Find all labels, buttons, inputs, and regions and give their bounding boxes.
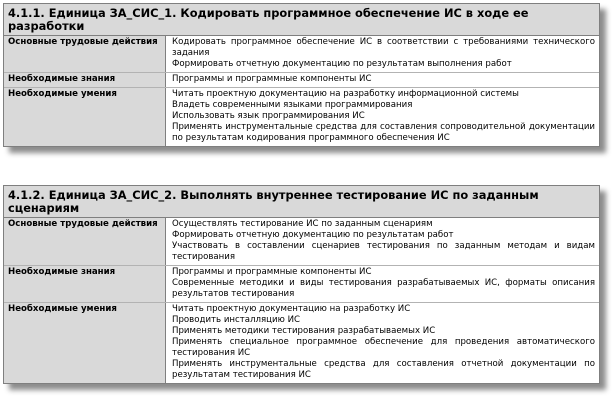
content-line: Применять инструментальные средства для составления отчетной документации по результатам тестирования ИС <box>172 359 595 380</box>
content-line: Современные методики и виды тестирования разрабатываемых ИС, форматы описания результатов тестирования <box>172 278 595 299</box>
content-line: Читать проектную документацию на разработку информационной системы <box>172 89 519 99</box>
row-content-actions <box>166 218 599 265</box>
content-line: Программы и программные компоненты ИС <box>172 267 372 277</box>
content-line: Формировать отчетную документацию по результатам выполнения работ <box>172 59 512 69</box>
row-content-skills <box>166 88 599 146</box>
unit-block-2 <box>3 185 600 384</box>
table-row <box>4 302 599 383</box>
row-content-knowledge <box>166 266 599 302</box>
row-label-knowledge: Необходимые знания <box>4 73 166 87</box>
content-line: Применять методики тестирования разрабатываемых ИС <box>172 326 436 336</box>
content-line: Осуществлять тестирование ИС по заданным сценариям <box>172 219 433 229</box>
content-line: Формировать отчетную документацию по результатам работ <box>172 230 454 240</box>
unit-title-2: 4.1.2. Единица ЗА_СИС_2. Выполнять внутреннее тестирование ИС по заданным сценариям <box>4 186 599 218</box>
content-line: Применять инструментальные средства для составления сопроводительной документации по результатам кодирования программного обеспечения ИС <box>172 122 595 143</box>
content-line: Читать проектную документацию на разработку ИС <box>172 304 411 314</box>
unit-table-2 <box>4 218 599 383</box>
table-row <box>4 265 599 302</box>
content-line: Проводить инсталляцию ИС <box>172 315 301 325</box>
content-line: Владеть современными языками программирования <box>172 100 413 110</box>
row-label-actions: Основные трудовые действия <box>4 36 166 72</box>
content-line: Кодировать программное обеспечение ИС в соответствии с требованиями технического задания <box>172 37 595 58</box>
unit-title-1: 4.1.1. Единица ЗА_СИС_1. Кодировать программное обеспечение ИС в ходе ее разработки <box>4 4 599 36</box>
table-row <box>4 36 599 72</box>
table-row <box>4 72 599 87</box>
content-line: Участвовать в составлении сценариев тестирования по заданным методам и видам тестирования <box>172 241 595 262</box>
table-row <box>4 87 599 146</box>
content-line: Использовать язык программирования ИС <box>172 111 365 121</box>
row-label-skills: Необходимые умения <box>4 88 166 146</box>
row-content-knowledge <box>166 73 599 87</box>
table-row <box>4 218 599 265</box>
row-content-skills <box>166 303 599 383</box>
row-label-skills: Необходимые умения <box>4 303 166 383</box>
content-line: Применять специальное программное обеспечение для проведения автоматического тестирования ИС <box>172 337 595 358</box>
unit-table-1 <box>4 36 599 146</box>
content-line: Программы и программные компоненты ИС <box>172 74 372 84</box>
row-label-actions: Основные трудовые действия <box>4 218 166 265</box>
unit-block-1 <box>3 3 600 147</box>
row-content-actions <box>166 36 599 72</box>
row-label-knowledge: Необходимые знания <box>4 266 166 302</box>
